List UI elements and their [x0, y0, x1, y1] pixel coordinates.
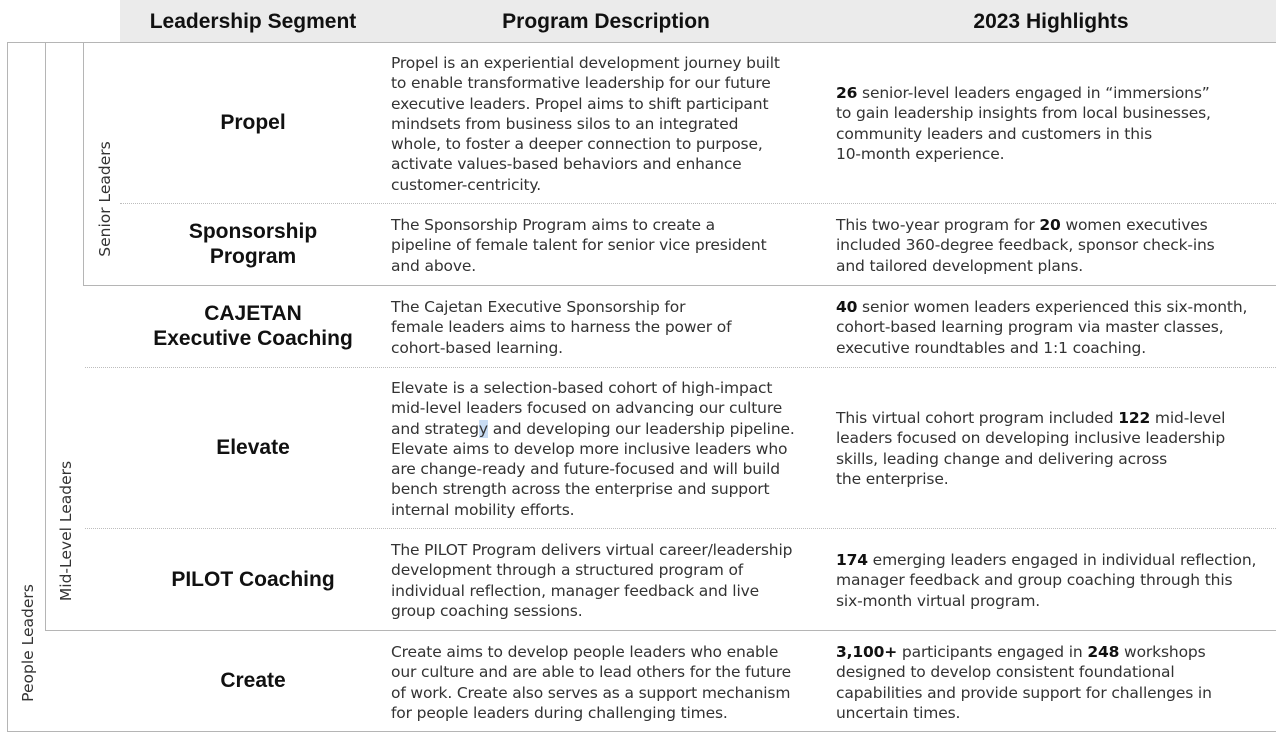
highlight-figure: 174 — [836, 551, 868, 569]
highlight-figure: 20 — [1039, 216, 1061, 234]
program-description-cajetan: The Cajetan Executive Sponsorship for female leaders aims to harness the power of cohort-based learning. — [391, 298, 732, 357]
program-highlight-pilot — [836, 550, 1272, 611]
highlight-text: women executives included 360-degree feedback, sponsor check-ins and tailored development plans. — [836, 216, 1215, 275]
program-highlight-cajetan — [836, 297, 1272, 358]
program-highlight-create — [836, 642, 1272, 723]
program-description-propel: Propel is an experiential development journey built to enable transformative leadership for our future executive leaders. Propel aims to shift participant mindsets from business silos to an integrated whole, to foster a deeper connection to purpose, activate values-based behaviors and enhance customer-centricity. — [391, 54, 780, 194]
highlight-text: senior-level leaders engaged in “immersions” to gain leadership insights from local businesses, community leaders and customers in this 10-month experience. — [836, 84, 1211, 163]
description-text: and developing our leadership pipeline. Elevate aims to develop more inclusive leaders who are change-ready and future-focused and will build bench strength across the enterprise and support internal mobility efforts. — [391, 419, 795, 519]
highlight-text: senior women leaders experienced this six-month, cohort-based learning program via master classes, executive roundtables and 1:1 coaching. — [836, 298, 1248, 357]
highlight-figure: 40 — [836, 298, 858, 316]
program-description-sponsorship: The Sponsorship Program aims to create a pipeline of female talent for senior vice president and above. — [391, 216, 767, 275]
program-highlight-propel — [836, 83, 1272, 164]
program-name-pilot: PILOT Coaching — [171, 567, 335, 591]
program-name-cajetan: CAJETAN Executive Coaching — [153, 302, 353, 350]
header-2023-highlights: 2023 Highlights — [973, 10, 1129, 33]
table-bottom-rule — [7, 731, 1276, 732]
highlight-text: participants engaged in — [897, 643, 1088, 661]
program-description-pilot: The PILOT Program delivers virtual career/leadership development through a structured program of individual reflection, manager feedback and live group coaching sessions. — [391, 541, 793, 620]
text-selection-highlight[interactable]: y — [478, 419, 488, 438]
highlight-figure: 248 — [1087, 643, 1120, 661]
highlight-text: This two-year program for — [836, 216, 1040, 234]
header-program-description: Program Description — [502, 10, 710, 33]
program-highlight-elevate — [836, 408, 1272, 489]
highlight-figure: 3,100+ — [836, 643, 898, 661]
description-text: Elevate is a selection-based cohort of high-impact mid-level leaders focused on advancing our culture and strateg — [391, 379, 783, 438]
highlight-text: workshops designed to develop consistent foundational capabilities and provide support for challenges in uncertain times. — [836, 643, 1212, 722]
highlight-text: emerging leaders engaged in individual reflection, manager feedback and group coaching through this six-month virtual program. — [836, 551, 1257, 610]
program-name-create: Create — [220, 669, 286, 692]
program-name-propel: Propel — [220, 111, 286, 134]
people-leaders-bracket — [7, 42, 8, 732]
mid-level-bracket — [45, 42, 46, 630]
highlight-text: This virtual cohort program included — [836, 409, 1119, 427]
senior-leaders-bracket — [83, 42, 84, 285]
highlight-text: mid-level leaders focused on developing inclusive leadership skills, leading change and delivering across the enterprise. — [836, 409, 1226, 488]
highlight-figure: 26 — [836, 84, 858, 102]
highlight-figure: 122 — [1118, 409, 1151, 427]
program-description-elevate — [391, 378, 821, 520]
people-leaders-label: People Leaders — [19, 584, 37, 702]
mid-level-leaders-label: Mid-Level Leaders — [57, 460, 75, 602]
header-leadership-segment: Leadership Segment — [149, 10, 357, 33]
program-name-sponsorship: Sponsorship Program — [188, 220, 318, 268]
program-highlight-sponsorship — [836, 215, 1272, 276]
program-description-create: Create aims to develop people leaders who enable our culture and are able to lead others for the future of work. Create also serves as a support mechanism for people leaders during challenging times. — [391, 643, 791, 722]
senior-leaders-label: Senior Leaders — [96, 141, 114, 257]
program-name-elevate: Elevate — [216, 436, 290, 459]
